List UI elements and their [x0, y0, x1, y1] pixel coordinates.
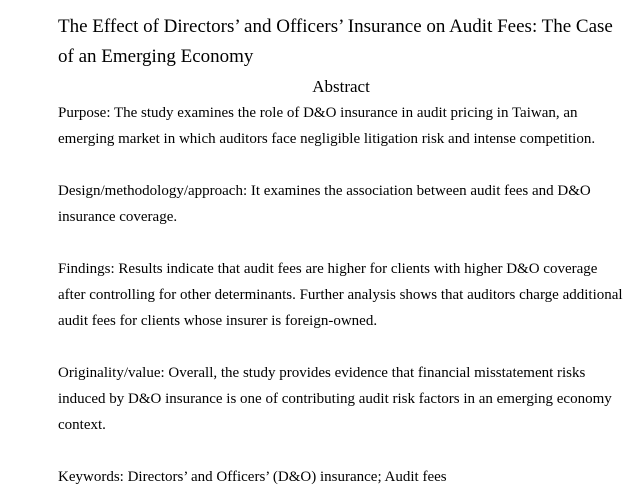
paragraph-spacer	[58, 438, 624, 464]
paper-title: The Effect of Directors’ and Officers’ Insurance on Audit Fees: The Case of an Emerging Economy	[58, 16, 613, 67]
abstract-heading: Abstract	[312, 77, 370, 96]
originality-paragraph: Originality/value: Overall, the study provides evidence that financial misstatement risks induced by D&O insurance is one of contributing audit risk factors in an emerging economy context.	[58, 365, 612, 433]
keywords-line: Keywords: Directors’ and Officers’ (D&O) insurance; Audit fees	[58, 469, 447, 485]
paragraph-spacer	[58, 230, 624, 256]
paragraph-spacer	[58, 152, 624, 178]
purpose-paragraph: Purpose: The study examines the role of D&O insurance in audit pricing in Taiwan, an emerging market in which auditors face negligible litigation risk and intense competition.	[58, 105, 596, 147]
findings-paragraph: Findings: Results indicate that audit fees are higher for clients with higher D&O coverage after controlling for other determinants. Further analysis shows that auditors charge additional audit fees for clients whose insurer is foreign-owned.	[58, 261, 623, 329]
paragraph-spacer	[58, 334, 624, 360]
design-paragraph: Design/methodology/approach: It examines the association between audit fees and D&O insurance coverage.	[58, 183, 591, 225]
